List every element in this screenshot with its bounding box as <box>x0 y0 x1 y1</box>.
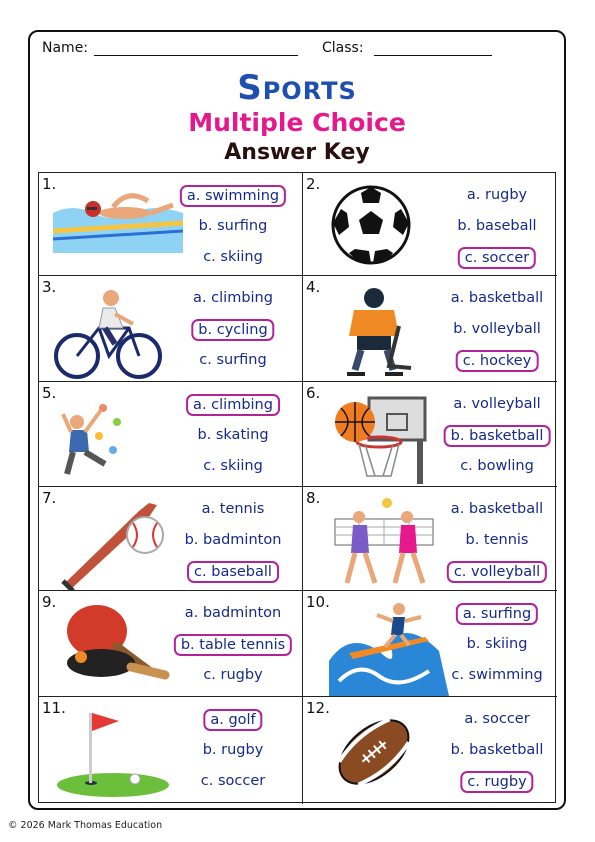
option-b: b. skiing <box>466 636 528 652</box>
volleyball-players-illustration <box>329 497 439 591</box>
question-number: 11. <box>42 699 66 717</box>
question-grid <box>38 172 556 803</box>
worksheet-frame <box>28 30 566 810</box>
question-number: 2. <box>306 175 321 193</box>
option-c: c. rugby <box>203 667 263 683</box>
option-c: c. skiing <box>203 249 263 265</box>
swimmer-illustration <box>53 183 183 257</box>
question-number: 12. <box>306 699 330 717</box>
cyclist-illustration <box>53 286 163 382</box>
header <box>40 38 554 60</box>
question-cell-7 <box>39 487 303 591</box>
name-label: Name: <box>42 40 89 56</box>
question-cell-12 <box>303 697 557 804</box>
class-label: Class: <box>322 40 364 56</box>
option-c: c. soccer <box>200 773 266 789</box>
answer-option-a: a. golf <box>203 709 262 731</box>
rugby-ball-illustration <box>329 707 419 801</box>
answer-option-b: b. cycling <box>191 319 274 341</box>
question-cell-9 <box>39 591 303 697</box>
option-a: a. volleyball <box>453 396 541 412</box>
climber-illustration <box>53 392 133 487</box>
name-line <box>94 55 298 56</box>
question-cell-2 <box>303 173 557 276</box>
option-b: b. baseball <box>457 218 537 234</box>
question-number: 6. <box>306 384 321 402</box>
golf-flag-illustration <box>53 707 173 804</box>
answer-key-label: Answer Key <box>224 140 370 165</box>
question-number: 7. <box>42 489 57 507</box>
option-a: a. basketball <box>450 290 544 306</box>
ping-pong-paddles-illustration <box>53 601 173 690</box>
question-number: 3. <box>42 278 57 296</box>
option-a: a. basketball <box>450 501 544 517</box>
answer-option-b: b. table tennis <box>174 634 292 656</box>
option-a: a. rugby <box>466 187 528 203</box>
class-line <box>374 55 492 56</box>
question-cell-11 <box>39 697 303 804</box>
option-a: a. badminton <box>184 605 282 621</box>
option-b: b. rugby <box>202 742 264 758</box>
option-b: b. basketball <box>450 742 544 758</box>
option-a: a. tennis <box>201 501 265 517</box>
option-c: c. surfing <box>199 352 267 368</box>
answer-option-a: a. swimming <box>180 185 286 207</box>
baseball-bat-illustration <box>53 497 173 591</box>
question-cell-3 <box>39 276 303 382</box>
question-cell-10 <box>303 591 557 697</box>
answer-option-a: a. surfing <box>456 603 538 625</box>
soccer-ball-illustration <box>329 183 413 271</box>
option-b: b. volleyball <box>453 321 541 337</box>
option-b: b. surfing <box>198 218 268 234</box>
option-b: b. skating <box>197 427 269 443</box>
copyright: © 2026 Mark Thomas Education <box>8 820 163 831</box>
question-number: 1. <box>42 175 57 193</box>
answer-option-a: a. climbing <box>186 394 280 416</box>
page-title: Sports <box>237 68 357 108</box>
answer-option-b: b. basketball <box>444 425 551 447</box>
question-number: 5. <box>42 384 57 402</box>
question-cell-1 <box>39 173 303 276</box>
option-c: c. skiing <box>203 458 263 474</box>
question-cell-8 <box>303 487 557 591</box>
option-a: a. climbing <box>193 290 273 306</box>
answer-option-c: c. rugby <box>460 771 533 793</box>
option-b: b. badminton <box>184 532 282 548</box>
page-subtitle: Multiple Choice <box>188 108 406 137</box>
answer-option-c: c. baseball <box>187 561 279 583</box>
question-cell-4 <box>303 276 557 382</box>
option-c: c. bowling <box>460 458 534 474</box>
answer-option-c: c. volleyball <box>447 561 547 583</box>
question-cell-6 <box>303 382 557 487</box>
question-number: 9. <box>42 593 57 611</box>
question-cell-5 <box>39 382 303 487</box>
surfer-illustration <box>329 601 449 697</box>
question-number: 8. <box>306 489 321 507</box>
option-a: a. soccer <box>464 711 530 727</box>
basketball-hoop-illustration <box>329 392 439 487</box>
hockey-player-illustration <box>329 286 419 382</box>
answer-option-c: c. soccer <box>458 247 536 269</box>
question-number: 10. <box>306 593 330 611</box>
option-b: b. tennis <box>465 532 529 548</box>
answer-option-c: c. hockey <box>456 350 539 372</box>
option-c: c. swimming <box>451 667 543 683</box>
question-number: 4. <box>306 278 321 296</box>
